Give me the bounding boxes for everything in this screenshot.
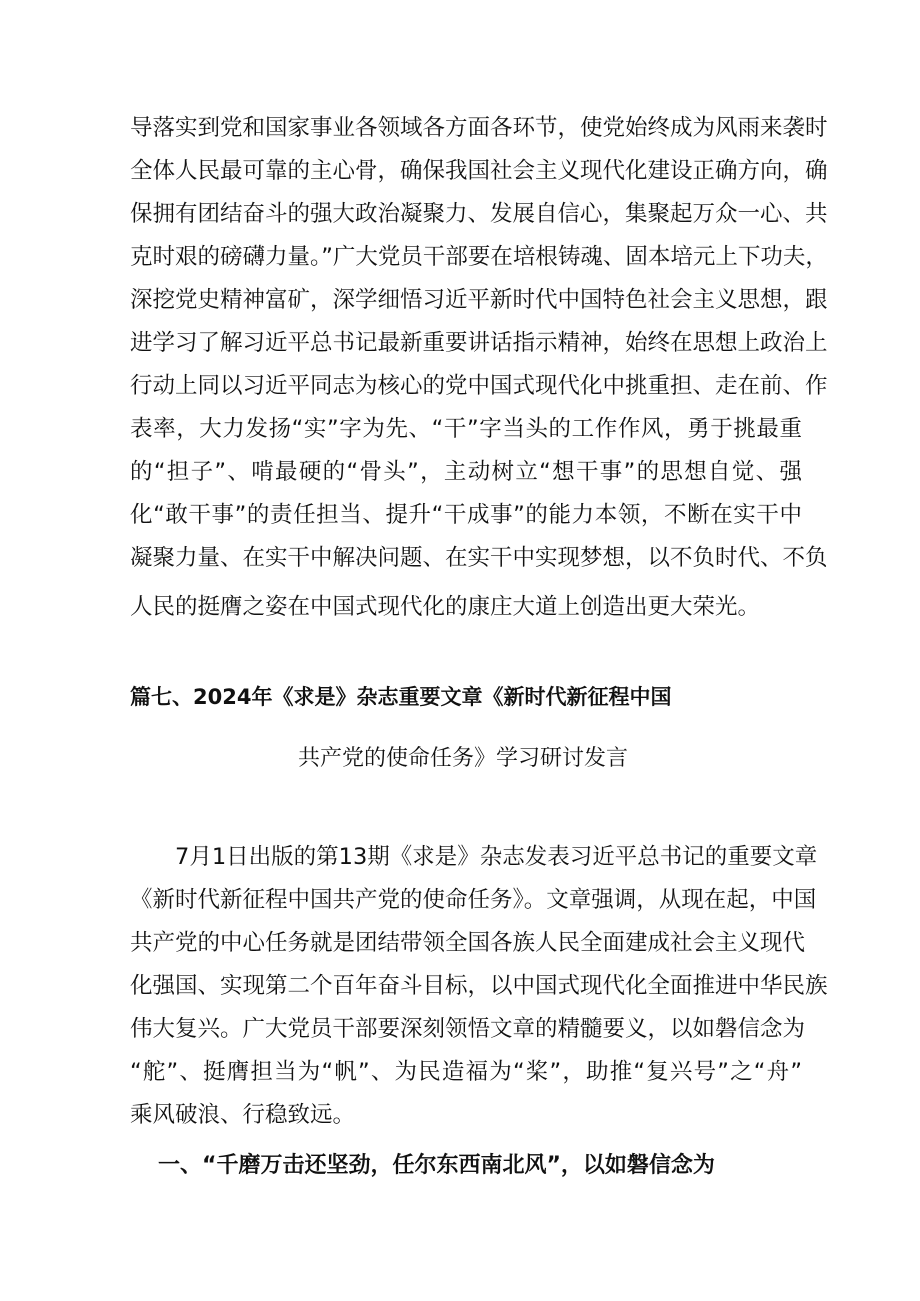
text-line: 人民的挺膺之姿在中国式现代化的康庄大道上创造出更大荣光。 bbox=[130, 594, 761, 620]
text-line: 表率，大力发扬“实”字为先、“干”字当头的工作作风，勇于挑最重 bbox=[130, 416, 802, 442]
text-line: 化“敢干事”的责任担当、提升“干成事”的能力本领，不断在实干中 bbox=[130, 502, 802, 528]
text-line: 乘风破浪、行稳致远。 bbox=[130, 1102, 356, 1128]
text-line: 《新时代新征程中国共产党的使命任务》。文章强调，从现在起，中国 bbox=[130, 887, 817, 913]
section-title-line-1: 篇七、2024年《求是》杂志重要文章《新时代新征程中国 bbox=[130, 685, 672, 709]
text-line: 凝聚力量、在实干中解决问题、在实干中实现梦想，以不负时代、不负 bbox=[130, 545, 828, 571]
text-line: 共产党的中心任务就是团结带领全国各族人民全面建成社会主义现代 bbox=[130, 930, 806, 956]
text-line: 的“担子”、啃最硬的“骨头”，主动树立“想干事”的思想自觉、强 bbox=[130, 459, 802, 485]
text-line: 化强国、实现第二个百年奋斗目标，以中国式现代化全面推进中华民族 bbox=[130, 973, 828, 999]
text-line: 克时艰的磅礴力量。”广大党员干部要在培根铸魂、固本培元上下功夫， bbox=[130, 244, 828, 270]
text-line: “舵”、挺膺担当为“帆”、为民造福为“桨”，助推“复兴号”之“舟” bbox=[130, 1059, 802, 1085]
text-line: 导落实到党和国家事业各领域各方面各环节，使党始终成为风雨来袭时 bbox=[130, 115, 828, 141]
section-title-line-2: 共产党的使命任务》学习研讨发言 bbox=[298, 746, 629, 771]
text-line: 保拥有团结奋斗的强大政治凝聚力、发展自信心，集聚起万众一心、共 bbox=[130, 201, 828, 227]
text-line: 伟大复兴。广大党员干部要深刻领悟文章的精髓要义，以如磐信念为 bbox=[130, 1016, 806, 1042]
section-1-heading: 一、“千磨万击还坚劲，任尔东西南北风”，以如磐信念为 bbox=[158, 1153, 715, 1178]
text-line: 行动上同以习近平同志为核心的党中国式现代化中挑重担、走在前、作 bbox=[130, 373, 828, 399]
text-line: 深挖党史精神富矿，深学细悟习近平新时代中国特色社会主义思想，跟 bbox=[130, 287, 828, 313]
text-line: 全体人民最可靠的主心骨，确保我国社会主义现代化建设正确方向，确 bbox=[130, 158, 828, 184]
text-line: 进学习了解习近平总书记最新重要讲话指示精神，始终在思想上政治上 bbox=[130, 330, 828, 356]
text-line: 7月1日出版的第13期《求是》杂志发表习近平总书记的重要文章 bbox=[175, 844, 818, 870]
